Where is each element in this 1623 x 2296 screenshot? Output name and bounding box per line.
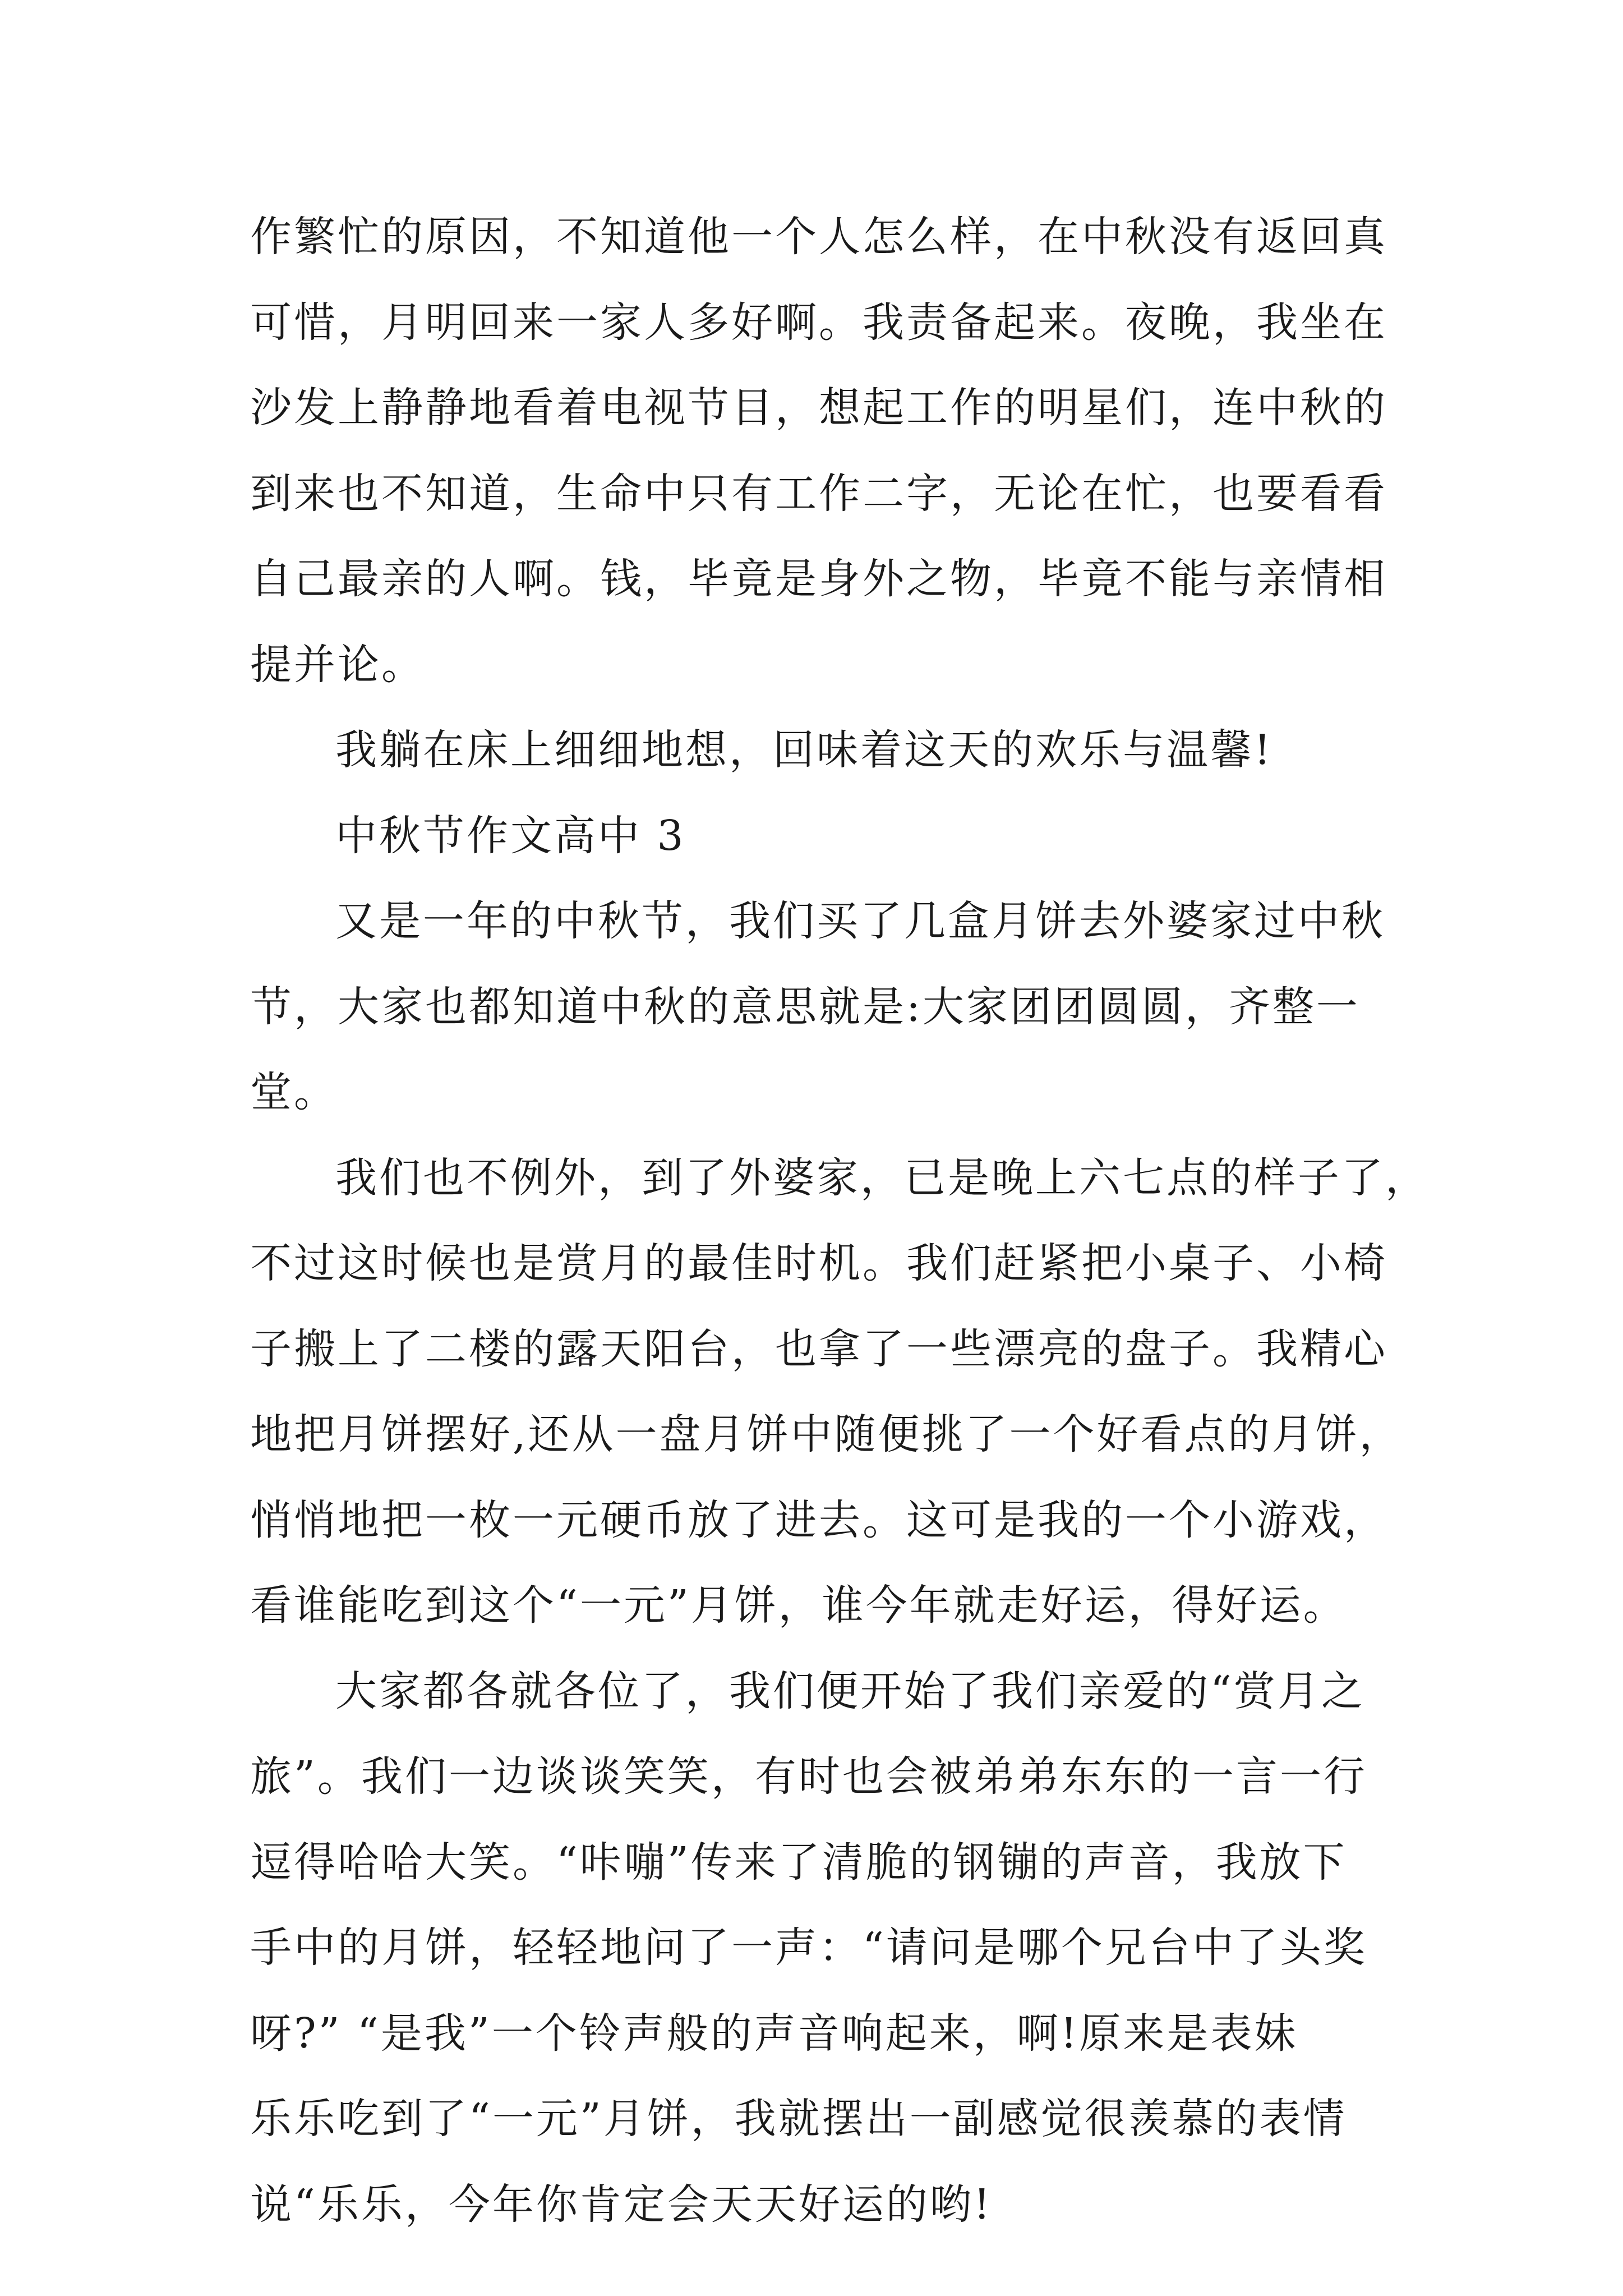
- text-line: 子搬上了二楼的露天阳台，也拿了一些漂亮的盘子。我精心: [250, 1324, 1387, 1373]
- text-line: 节，大家也都知道中秋的意思就是:大家团团圆圆，齐整一: [250, 982, 1360, 1031]
- text-line: 自己最亲的人啊。钱，毕竟是身外之物，毕竟不能与亲情相: [250, 555, 1387, 603]
- text-line: 大家都各就各位了，我们便开始了我们亲爱的“赏月之: [335, 1667, 1365, 1715]
- essay-body: [250, 194, 1429, 2247]
- text-line: 提并论。: [250, 640, 425, 689]
- text-line: 乐乐吃到了“一元”月饼，我就摆出一副感觉很羡慕的表情: [250, 2095, 1347, 2143]
- text-line: 手中的月饼，轻轻地问了一声：“请问是哪个兄台中了头奖: [250, 1924, 1367, 1972]
- text-line: 我们也不例外，到了外婆家，已是晚上六七点的样子了，: [335, 1153, 1429, 1202]
- text-line: 到来也不知道，生命中只有工作二字，无论在忙，也要看看: [250, 469, 1387, 518]
- text-line: 中秋节作文高中 3: [335, 811, 686, 860]
- text-line: 又是一年的中秋节，我们买了几盒月饼去外婆家过中秋: [335, 897, 1385, 945]
- text-line: 旅”。我们一边谈谈笑笑，有时也会被弟弟东东的一言一行: [250, 1752, 1367, 1801]
- text-line: 呀?” “是我”一个铃声般的声音响起来，啊!原来是表妹: [250, 2009, 1298, 2058]
- text-line: 说“乐乐，今年你肯定会天天好运的哟!: [250, 2180, 993, 2229]
- text-line: 我躺在床上细细地想，回味着这天的欢乐与温馨!: [335, 726, 1273, 774]
- text-line: 作繁忙的原因，不知道他一个人怎么样，在中秋没有返回真: [250, 213, 1387, 261]
- text-line: 悄悄地把一枚一元硬币放了进去。这可是我的一个小游戏，: [250, 1496, 1387, 1544]
- text-line: 看谁能吃到这个“一元”月饼，谁今年就走好运，得好运。: [250, 1581, 1347, 1630]
- text-line: 沙发上静静地看着电视节目，想起工作的明星们，连中秋的: [250, 384, 1387, 432]
- text-line: 堂。: [250, 1068, 338, 1116]
- text-line: 逗得哈哈大笑。“咔嘣”传来了清脆的钢镚的声音，我放下: [250, 1838, 1347, 1887]
- text-line: 地把月饼摆好,还从一盘月饼中随便挑了一个好看点的月饼，: [250, 1410, 1403, 1458]
- text-line: 不过这时候也是赏月的最佳时机。我们赶紧把小桌子、小椅: [250, 1239, 1387, 1287]
- text-line: 可惜，月明回来一家人多好啊。我责备起来。夜晚，我坐在: [250, 298, 1387, 347]
